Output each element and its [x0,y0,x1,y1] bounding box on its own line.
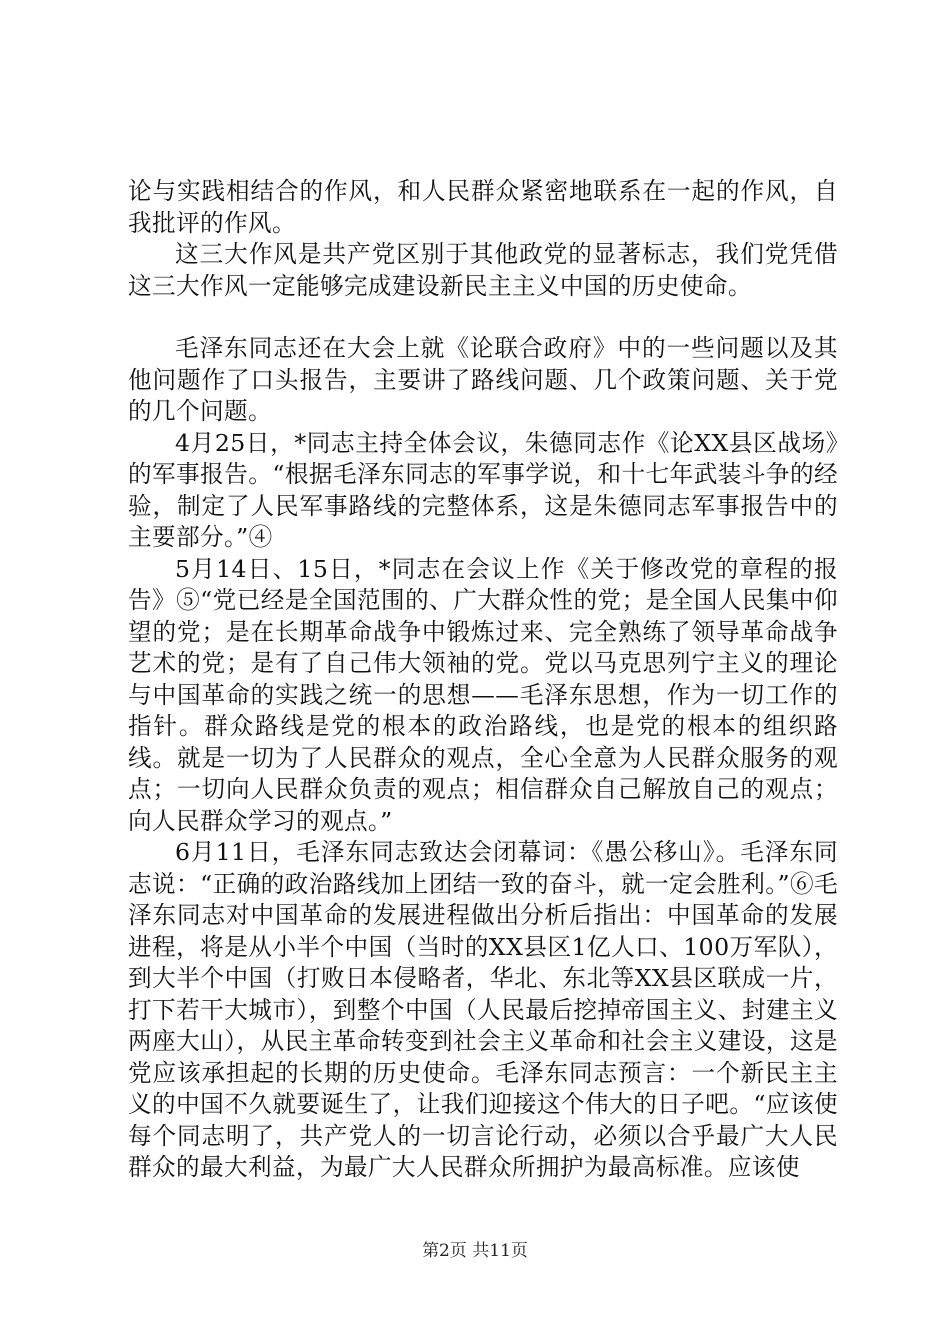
paragraph-continuation: 论与实践相结合的作风，和人民群众紧密地联系在一起的作风，自我批评的作风。 [128,177,838,237]
paragraph-may-14-15: 5月14日、15日，*同志在会议上作《关于修改党的章程的报告》⑤“党已经是全国范围的、广大群众性的党；是全国人民集中仰望的党；是在长期革命战争中锻炼过来、完全熟练了领导革命战争艺术的党；是有了自己伟大领袖的党。党以马克思列宁主义的理论与中国革命的实践之统一的思想——毛泽东思想，作为一切工作的指针。群众路线是党的根本的政治路线，也是党的根本的组织路线。就是一切为了人民群众的观点，全心全意为人民群众服务的观点；一切向人民群众负责的观点；相信群众自己解放自己的观点；向人民群众学习的观点。” [128,554,838,835]
paragraph-april-25: 4月25日，*同志主持全体会议，朱德同志作《论XX县区战场》的军事报告。“根据毛泽东同志的军事学说，和十七年武装斗争的经验，制定了人民军事路线的完整体系，这是朱德同志军事报告中的主要部分。”④ [128,428,838,551]
paragraph-june-11: 6月11日，毛泽东同志致达会闭幕词：《愚公移山》。毛泽东同志说：“正确的政治路线加上团结一致的奋斗，就一定会胜利。”⑥毛泽东同志对中国革命的发展进程做出分析后指出：中国革命的发展进程，将是从小半个中国（当时的XX县区1亿人口、100万军队），到大半个中国（打败日本侵略者，华北、东北等XX县区联成一片，打下若干大城市），到整个中国（人民最后挖掉帝国主义、封建主义两座大山），从民主革命转变到社会主义革命和社会主义建设，这是党应该承担起的长期的历史使命。毛泽东同志预言：一个新民主主义的中国不久就要诞生了，让我们迎接这个伟大的日子吧。“应该使每个同志明了，共产党人的一切言论行动，必须以合乎最广大人民群众的最大利益，为最广大人民群众所拥护为最高标准。应该使 [128,838,838,1181]
paragraph-oral-report: 毛泽东同志还在大会上就《论联合政府》中的一些问题以及其他问题作了口头报告，主要讲了路线问题、几个政策问题、关于党的几个问题。 [128,334,838,425]
paragraph-three-styles: 这三大作风是共产党区别于其他政党的显著标志，我们党凭借这三大作风一定能够完成建设新民主主义中国的历史使命。 [128,240,838,300]
page-number-footer: 第2页 共11页 [422,1241,528,1261]
body-text [128,176,838,1184]
